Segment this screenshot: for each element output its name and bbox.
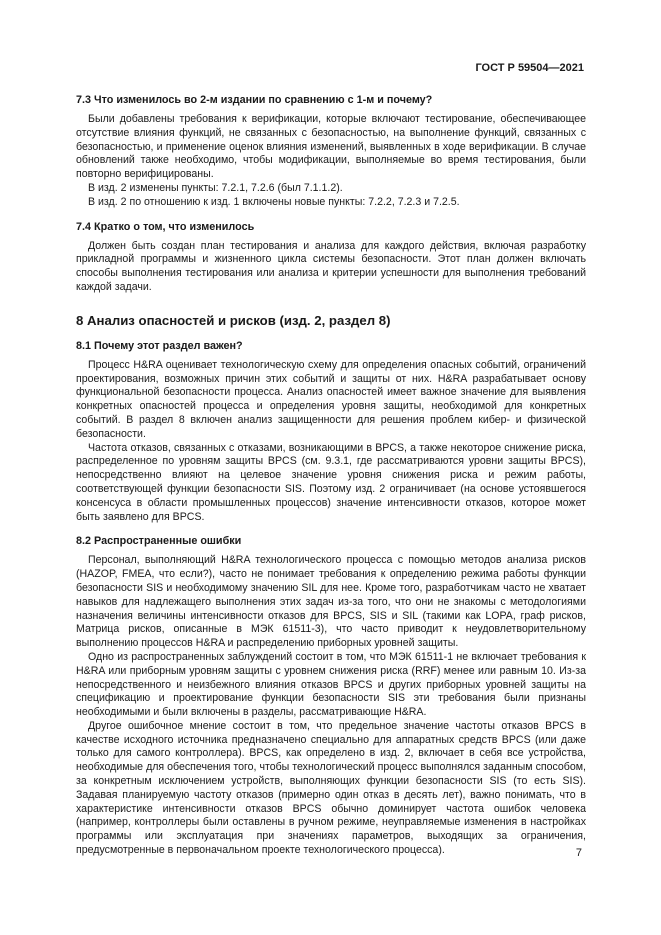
heading-7-4: 7.4 Кратко о том, что изменилось [76,220,255,233]
heading-8-1: 8.1 Почему этот раздел важен? [76,339,243,352]
page-number: 7 [575,847,582,859]
paragraph-7-3-3: В изд. 2 по отношению к изд. 1 включены новые пункты: 7.2.2, 7.2.3 и 7.2.5. [88,195,460,208]
standard-code: ГОСТ Р 59504—2021 [475,62,584,74]
paragraph-7-3-2: В изд. 2 изменены пункты: 7.2.1, 7.2.6 (был 7.1.1.2). [88,181,343,194]
paragraph-7-4-1: Должен быть создан план тестирования и анализа для каждого действия, включая разработку прикладной программы и жизненного цикла системы безопасности. Этот план должен включать способы выполнения тестирования или анализа и критерии успешности для выполнения требований каждой задачи. [76,239,586,293]
heading-7-3: 7.3 Что изменилось во 2-м издании по сравнению с 1-м и почему? [76,94,433,106]
paragraph-8-1-1: Процесс H&RA оценивает технологическую схему для определения опасных событий, ограничений проектирования, возможных причин этих событий и защиты от них. H&RA разрабатывает основу функциональной безопасности процесса. Анализ опасностей имеет важное значение для выявления конкретных опасностей процесса и определения уровня защиты, необходимой для конкретных событий. В раздел 8 включен анализ защищенности для решения проблем кибер- и физической безопасности. [76,358,586,440]
heading-8: 8 Анализ опасностей и рисков (изд. 2, раздел 8) [76,312,391,328]
page-content [76,93,586,858]
paragraph-8-2-2: Одно из распространенных заблуждений состоит в том, что МЭК 61511-1 не включает требования к H&RA или приборным уровням защиты с уровнем снижения риска (RRF) менее или равным 10. Из-за непосредственного и неизбежного влияния отказов BPCS и других приборных уровней защиты на спецификацию и проектирование функции безопасности SIS эти требования были признаны необходимыми и были включены в разделы, рассматривающие H&RA. [76,650,586,719]
paragraph-8-2-1: Персонал, выполняющий H&RA технологического процесса с помощью методов анализа рисков (HAZOP, FMEA, что если?), часто не понимает требования к определению режима работы функции безопасности SIS и необходимому значению SIL для нее. Кроме того, разработчикам часто не хватает навыков для надлежащего выполнения этих задач из-за того, что они не знакомы с методологиями назначения величины интенсивности отказов для BPCS, SIS и SIL (такими как LOPA, граф рисков, Матрица рисков, описанные в МЭК 61511-3), что часто приводит к неудовлетворительному выполнению процессов H&RA и распределению приборных уровней защиты. [76,554,586,650]
heading-8-2: 8.2 Распространенные ошибки [76,535,242,548]
paragraph-7-3-1: Были добавлены требования к верификации, которые включают тестирование, обеспечивающее отсутствие влияния функций, не связанных с безопасностью, на выполнение функций, связанных с безопасностью, и применение оценок влияния изменений, выявленных в ходе верификации. В случае обновлений также необходимо, чтобы модификации, выполняемые во время тестирования, были повторно верифицированы. [76,113,586,181]
paragraph-8-2-3: Другое ошибочное мнение состоит в том, что предельное значение частоты отказов BPCS в качестве исходного источника предназначено специально для аппаратных средств BPCS (или даже только для самого контроллера). BPCS, как определено в изд. 2, включает в себя все устройства, необходимые для обеспечения того, чтобы технологический процесс выполнялся заданным способом, за конкретным исключением устройств, выполняющих функции безопасности SIS (то есть SIS). Задавая планируемую частоту отказов (примерно один отказ в десять лет), важно понимать, что в характеристике интенсивности отказов BPCS обычно доминирует частота ошибок человека (например, контроллеры были оставлены в ручном режиме, неуправляемые изменения в настройках программы или эксплуатация при значениях параметров, выходящих за ограничения, предусмотренные в первоначальном проекте технологического процесса). [76,719,586,857]
paragraph-8-1-2: Частота отказов, связанных с отказами, возникающими в BPCS, а также некоторое снижение риска, распределенное по уровням защиты BPCS (см. 9.3.1, где рассматриваются уровни защиты BPCS), непосредственно влияют на целевое значение уровня снижения риска и режим работы, соответствующей функции безопасности SIS. Поэтому изд. 2 ограничивает (на основе устоявшегося консенсуса в области промышленных процессов) значение интенсивности отказов, которое может быть заявлено для BPCS. [76,441,586,523]
